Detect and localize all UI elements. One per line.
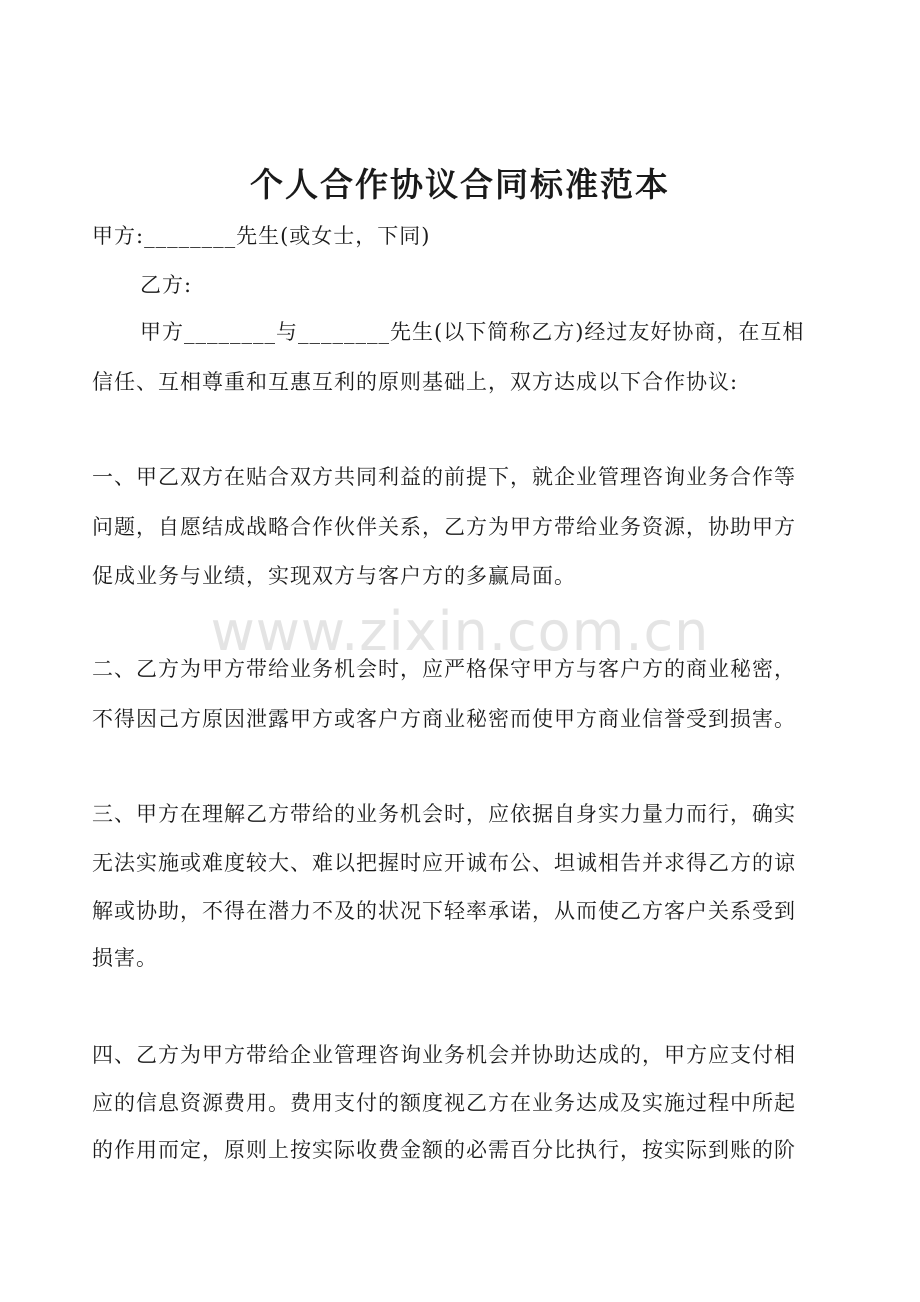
clause-2-line-2: 不得因己方原因泄露甲方或客户方商业秘密而使甲方商业信誉受到损害。 — [92, 707, 796, 731]
clause-3-line-3: 解或协助，不得在潜力不及的状况下轻率承诺，从而使乙方客户关系受到 — [92, 899, 796, 923]
intro-line-2: 信任、互相尊重和互惠互利的原则基础上，双方达成以下合作协议: — [92, 370, 739, 394]
clause-2-line-1: 二、乙方为甲方带给业务机会时，应严格保守甲方与客户方的商业秘密， — [92, 657, 796, 681]
intro-line-1: 甲方________与________先生(以下简称乙方)经过友好协商，在互相 — [140, 320, 805, 344]
clause-4-line-1: 四、乙方为甲方带给企业管理咨询业务机会并协助达成的，甲方应支付相 — [92, 1043, 796, 1067]
clause-1-line-2: 问题，自愿结成战略合作伙伴关系，乙方为甲方带给业务资源，协助甲方 — [92, 515, 796, 539]
party-a-line: 甲方:________先生(或女士，下同) — [92, 224, 431, 248]
clause-3-line-4: 损害。 — [92, 946, 158, 970]
party-b-line: 乙方: — [140, 273, 193, 297]
document-title: 个人合作协议合同标准范本 — [250, 165, 670, 204]
watermark: www.zixin.com.cn — [210, 600, 710, 663]
clause-4-line-2: 应的信息资源费用。费用支付的额度视乙方在业务达成及实施过程中所起 — [92, 1091, 796, 1115]
clause-1-line-3: 促成业务与业绩，实现双方与客户方的多赢局面。 — [92, 564, 576, 588]
clause-4-line-3: 的作用而定，原则上按实际收费金额的必需百分比执行，按实际到账的阶 — [92, 1138, 796, 1162]
clause-1-line-1: 一、甲乙双方在贴合双方共同利益的前提下，就企业管理咨询业务合作等 — [92, 465, 796, 489]
clause-3-line-1: 三、甲方在理解乙方带给的业务机会时，应依据自身实力量力而行，确实 — [92, 802, 796, 826]
clause-3-line-2: 无法实施或难度较大、难以把握时应开诚布公、坦诚相告并求得乙方的谅 — [92, 851, 796, 875]
